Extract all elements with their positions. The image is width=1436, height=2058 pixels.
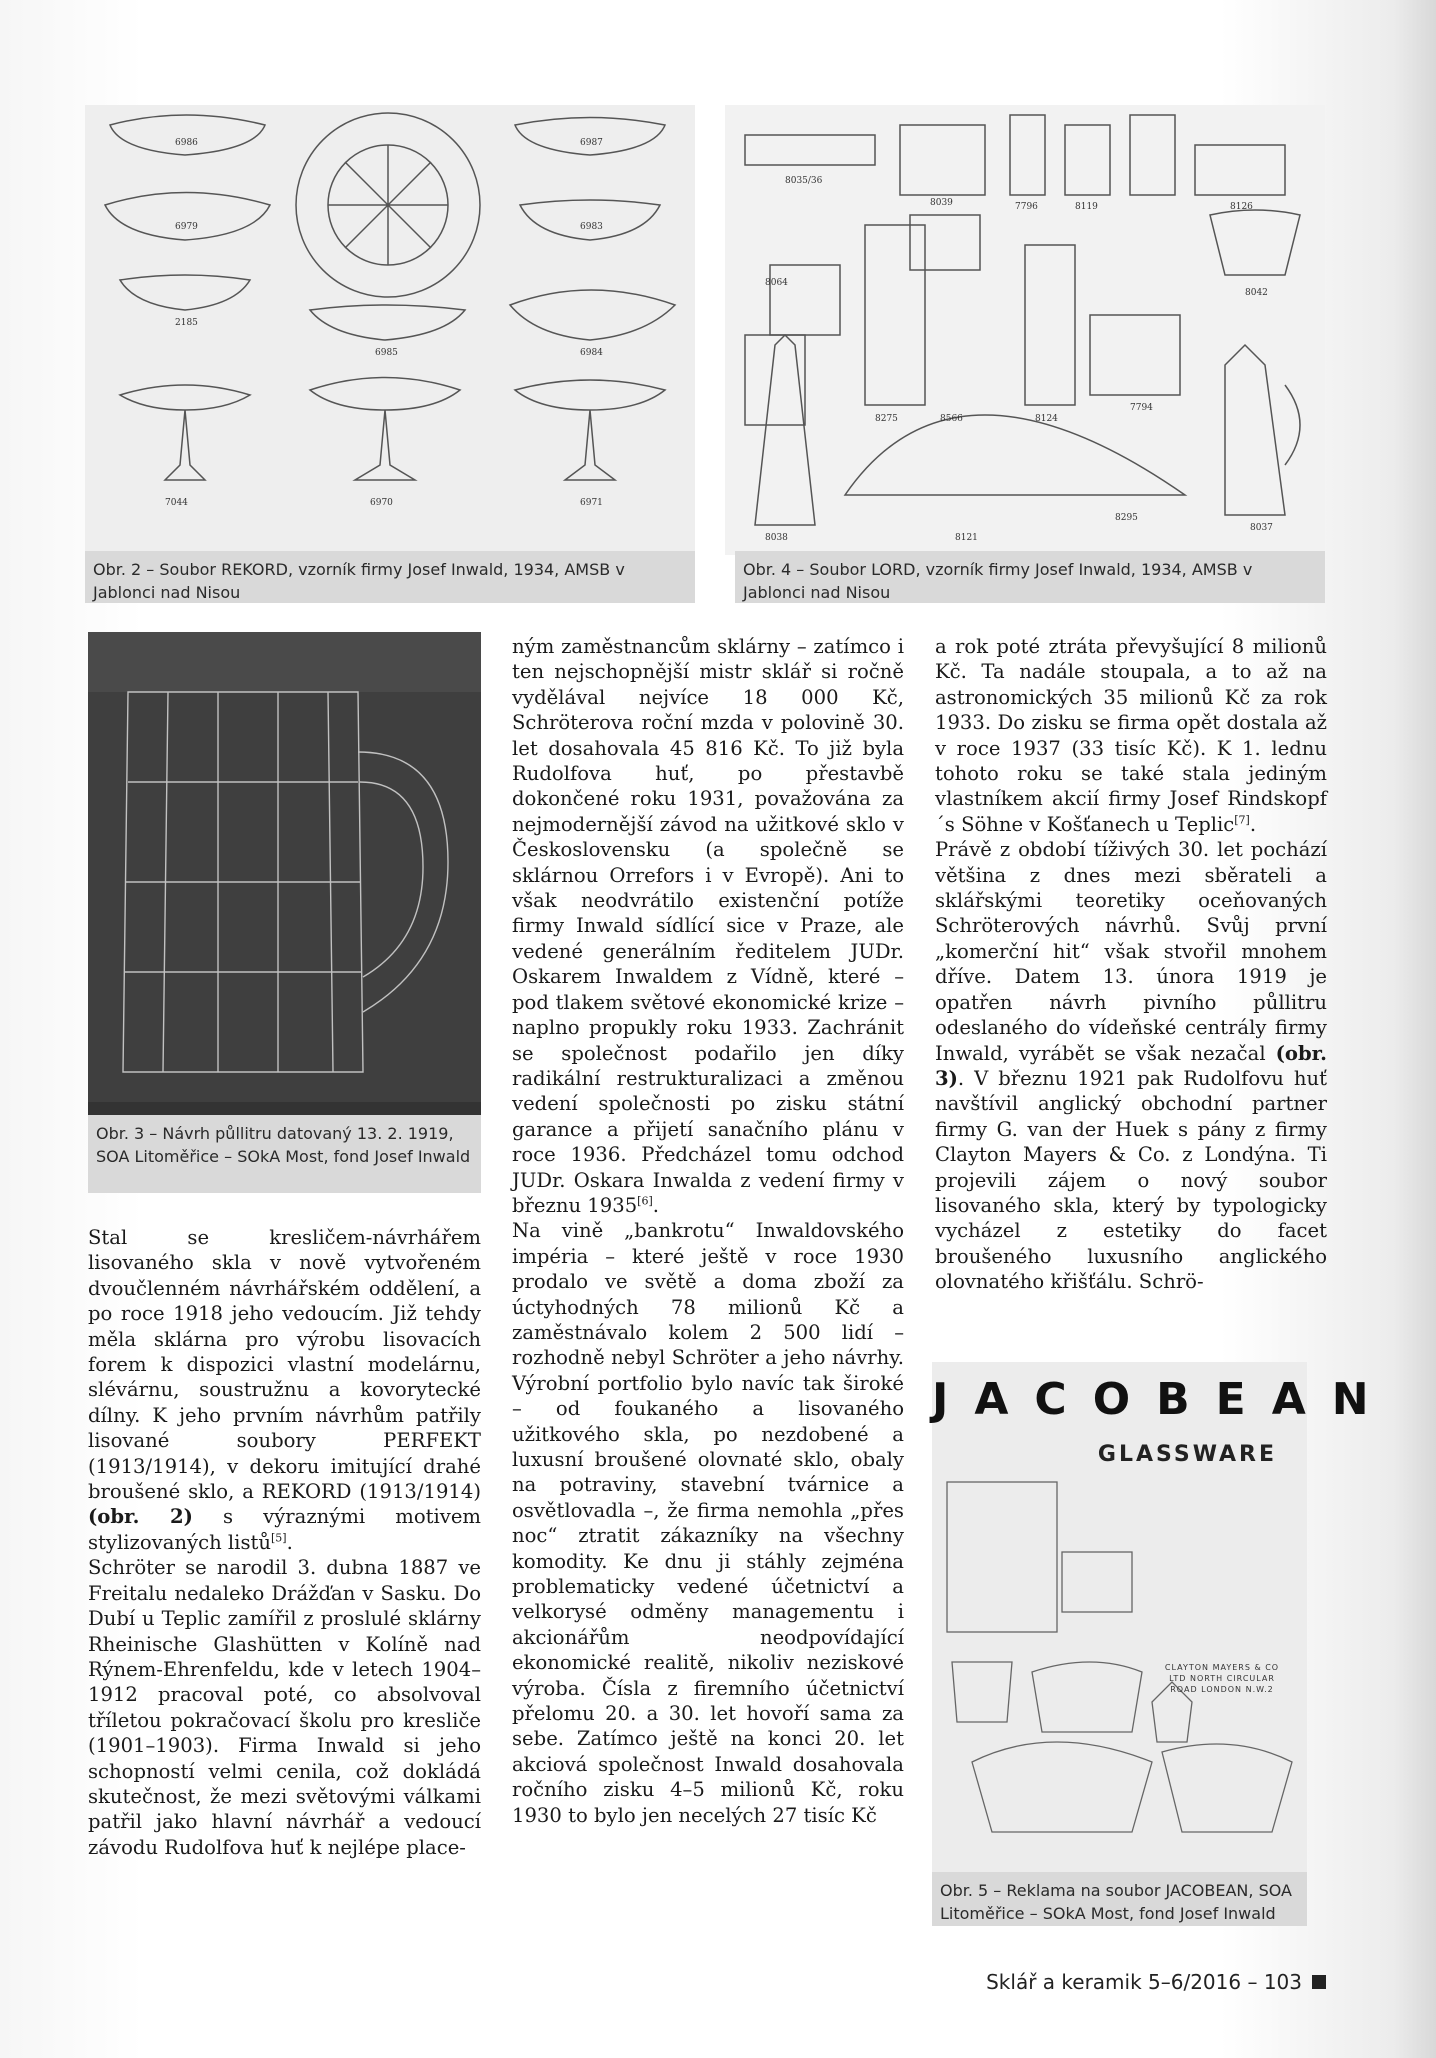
item-number-7044: 7044 — [165, 498, 188, 508]
text-column-3 — [935, 634, 1327, 1295]
item-number-8126: 8126 — [1230, 202, 1253, 212]
item-number-8035-36: 8035/36 — [785, 176, 823, 186]
tankard-sketch — [88, 632, 481, 1122]
item-number-8295: 8295 — [1115, 513, 1138, 523]
column-1-paragraph-2: Schröter se narodil 3. dubna 1887 ve Freitalu nedaleko Drážďan v Sasku. Do Dubí u Teplic zamířil z proslulé sklárny Rheinische Glashütten v Kolíně nad Rýnem-Ehrenfeldu, kde v letech 1904–1912 pracoval poté, co absolvoval tříletou pokračovací školu pro kresliče (1901–1903). Firma Inwald si jeho schopností velmi cenila, což dokládá skutečnost, že mezi světovými válkami patřil jako hlavní návrhář a vedoucí závodu Rudolfova huť k nejlépe place- — [88, 1556, 481, 1859]
caption-figure-3: Obr. 3 – Návrh půllitru datovaný 13. 2. 1919, SOA Litoměřice – SOkA Most, fond Josef Inwald — [88, 1115, 481, 1193]
item-number-8119: 8119 — [1075, 202, 1098, 212]
paragraph-text: . — [652, 1193, 659, 1217]
caption-figure-5: Obr. 5 – Reklama na soubor JACOBEAN, SOA Litoměřice – SOkA Most, fond Josef Inwald — [932, 1872, 1307, 1926]
column-2-paragraph-1 — [512, 634, 904, 1218]
figure-rekord-catalog — [85, 105, 695, 555]
figure-tankard-drawing — [88, 632, 481, 1122]
column-2-paragraph-2: Na vině „bankrotu“ Inwaldovského impéria – které ještě v roce 1930 prodalo ve světě a doma zboží za úctyhodných 78 milionů Kč a zaměstnávalo kolem 2 500 lidí – rozhodně nebyl Schröter a jeho návrhy. Výrobní portfolio bylo navíc tak široké – od foukaného a lisovaného užitkového skla, po nezdobené a luxusní broušené olovnaté sklo, obaly na potraviny, stavební tvárnice a osvětlovadla –, že firma nemohla „přes noc“ ztratit zákazníky na všechny komodity. Ke dnu ji stáhly zejména problematicky vedené účetnictví a velkorysé odměny managementu i akcionářům neodpovídající ekonomické realitě, nikoliv neziskové výroba. Čísla z firemního účetnictví přelomu 20. a 30. let hovoří sama za sebe. Zatímco ještě na konci 20. let akciová společnost Inwald dosahovala ročního zisku 4–5 milionů Kč, roku 1930 to bylo jen necelých 27 tisíc Kč — [512, 1219, 904, 1827]
page-footer — [986, 1970, 1326, 1994]
citation-marker: [7] — [1234, 813, 1250, 827]
item-number-8275: 8275 — [875, 414, 898, 424]
item-number-7794: 7794 — [1130, 403, 1153, 413]
lord-catalog-drawing — [725, 105, 1325, 555]
item-number-8037: 8037 — [1250, 523, 1273, 533]
column-3-paragraph-1 — [935, 634, 1327, 837]
column-1-paragraph-1 — [88, 1225, 481, 1555]
item-number-6986: 6986 — [175, 138, 198, 148]
column-3-paragraph-2 — [935, 837, 1327, 1294]
citation-marker: [5] — [271, 1531, 287, 1545]
item-number-6987: 6987 — [580, 138, 603, 148]
figure-lord-catalog — [725, 105, 1325, 555]
item-number-8566: 8566 — [940, 414, 963, 424]
paragraph-text: . V březnu 1921 pak Rudolfovu huť navštívil anglický obchodní partner firmy G. van der Huek s pány z firmy Clayton Mayers & Co. z Londýna. Ti projevili zájem o nový soubor lisovaného skla, který by typologicky vycházel z estetiky do facet broušeného luxusního anglického olovnatého křišťálu. Schrö- — [935, 1066, 1327, 1294]
item-number-8038: 8038 — [765, 533, 788, 543]
item-number-8042: 8042 — [1245, 288, 1268, 298]
footer-square-icon — [1312, 1975, 1326, 1989]
item-number-6983: 6983 — [580, 222, 603, 232]
paragraph-text: a rok poté ztráta převyšující 8 milionů Kč. Ta nadále stoupala, a to až na astronomických 35 milionů Kč za rok 1933. Do zisku se firma opět dostala až v roce 1937 (33 tisíc Kč). K 1. lednu tohoto roku se také stala jediným vlastníkem akcií firmy Josef Rindskopf´s Söhne v Košťanech u Teplic — [935, 635, 1327, 836]
item-number-8064: 8064 — [765, 278, 788, 288]
paragraph-text: s výraznými motivem stylizovaných listů — [88, 1505, 481, 1554]
paragraph-text: Stal se kresličem-návrhářem lisovaného skla v nově vytvořeném dvoučlenném návrhářském oddělení, a po roce 1918 jeho vedoucím. Již tehdy měla sklárna pro výrobu lisovacích forem k dispozici vlastní modelárnu, slévárnu, soustružnu a kovorytecké dílny. K jeho prvním návrhům patřily lisované soubory PERFEKT (1913/1914), v dekoru imitující drahé broušené sklo, a REKORD (1913/1914) — [88, 1226, 481, 1504]
advert-glassware-illustration — [932, 1362, 1395, 1874]
paragraph-text: ným zaměstnancům sklárny – zatímco i ten nejschopnější mistr sklář si ročně vydělával nejvíce 18 000 Kč, Schröterova roční mzda v polovině 30. let dosahovala 45 816 Kč. To již byla Rudolfova huť, po přestavbě dokončené roku 1931, považována za nejmodernější závod na užitkové sklo v Československu (a společně se sklárnou Orrefors i v Evropě). Ani to však neodvrátilo existenční potíže firmy Inwald sídlící sice v Praze, ale vedené generálním ředitelem JUDr. Oskarem Inwaldem z Vídně, které – pod tlakem světové ekonomické krize – naplno propukly roku 1933. Zachránit se společnost podařilo jen díky radikální restrukturalizaci a změnou vedení společnosti po zisku státní garance a přijetí sanačního plánu v roce 1936. Předcházel tomu odchod JUDr. Oskara Inwalda z vedení firmy v březnu 1935 — [512, 635, 904, 1217]
item-number-8039: 8039 — [930, 198, 953, 208]
paragraph-text: . — [1249, 812, 1257, 836]
advert-company: CLAYTON MAYERS & CO LTD NORTH CIRCULAR ROAD LONDON N.W.2 — [1164, 1663, 1280, 1694]
figure-reference: (obr. 2) — [88, 1505, 193, 1529]
item-number-6971: 6971 — [580, 498, 603, 508]
figure-reference: (obr. 3) — [935, 1041, 1327, 1090]
advert-subtitle: GLASSWARE — [1097, 1442, 1277, 1467]
item-number-8121: 8121 — [955, 533, 978, 543]
text-column-1 — [88, 1225, 481, 1860]
item-number-8124: 8124 — [1035, 414, 1058, 424]
item-number-6984: 6984 — [580, 348, 603, 358]
paragraph-text: Právě z období tíživých 30. let pochází většina z dnes mezi sběrateli a sklářskými teoretiky oceňovaných Schröterových návrhů. Svůj první „komerční hit“ však stvořil mnohem dříve. Datem 13. února 1919 je opatřen návrh pivního půllitru odeslaného do vídeňské centrály firmy Inwald, vyrábět se však nezačal — [935, 838, 1327, 1065]
rekord-catalog-drawing — [85, 105, 695, 555]
item-number-6970: 6970 — [370, 498, 393, 508]
paragraph-text: . — [286, 1530, 293, 1554]
citation-marker: [6] — [637, 1194, 653, 1208]
caption-figure-2: Obr. 2 – Soubor REKORD, vzorník firmy Josef Inwald, 1934, AMSB v Jablonci nad Nisou — [85, 551, 695, 603]
item-number-2185: 2185 — [175, 318, 198, 328]
caption-figure-4: Obr. 4 – Soubor LORD, vzorník firmy Josef Inwald, 1934, AMSB v Jablonci nad Nisou — [735, 551, 1325, 603]
advert-title: JACOBEAN — [932, 1374, 1395, 1425]
item-number-6985: 6985 — [375, 348, 398, 358]
text-column-2 — [512, 634, 904, 1828]
item-number-7796: 7796 — [1015, 202, 1038, 212]
figure-jacobean-advert — [932, 1362, 1395, 1874]
item-number-6979: 6979 — [175, 222, 198, 232]
footer-text: Sklář a keramik 5–6/2016 – 103 — [986, 1970, 1302, 1994]
